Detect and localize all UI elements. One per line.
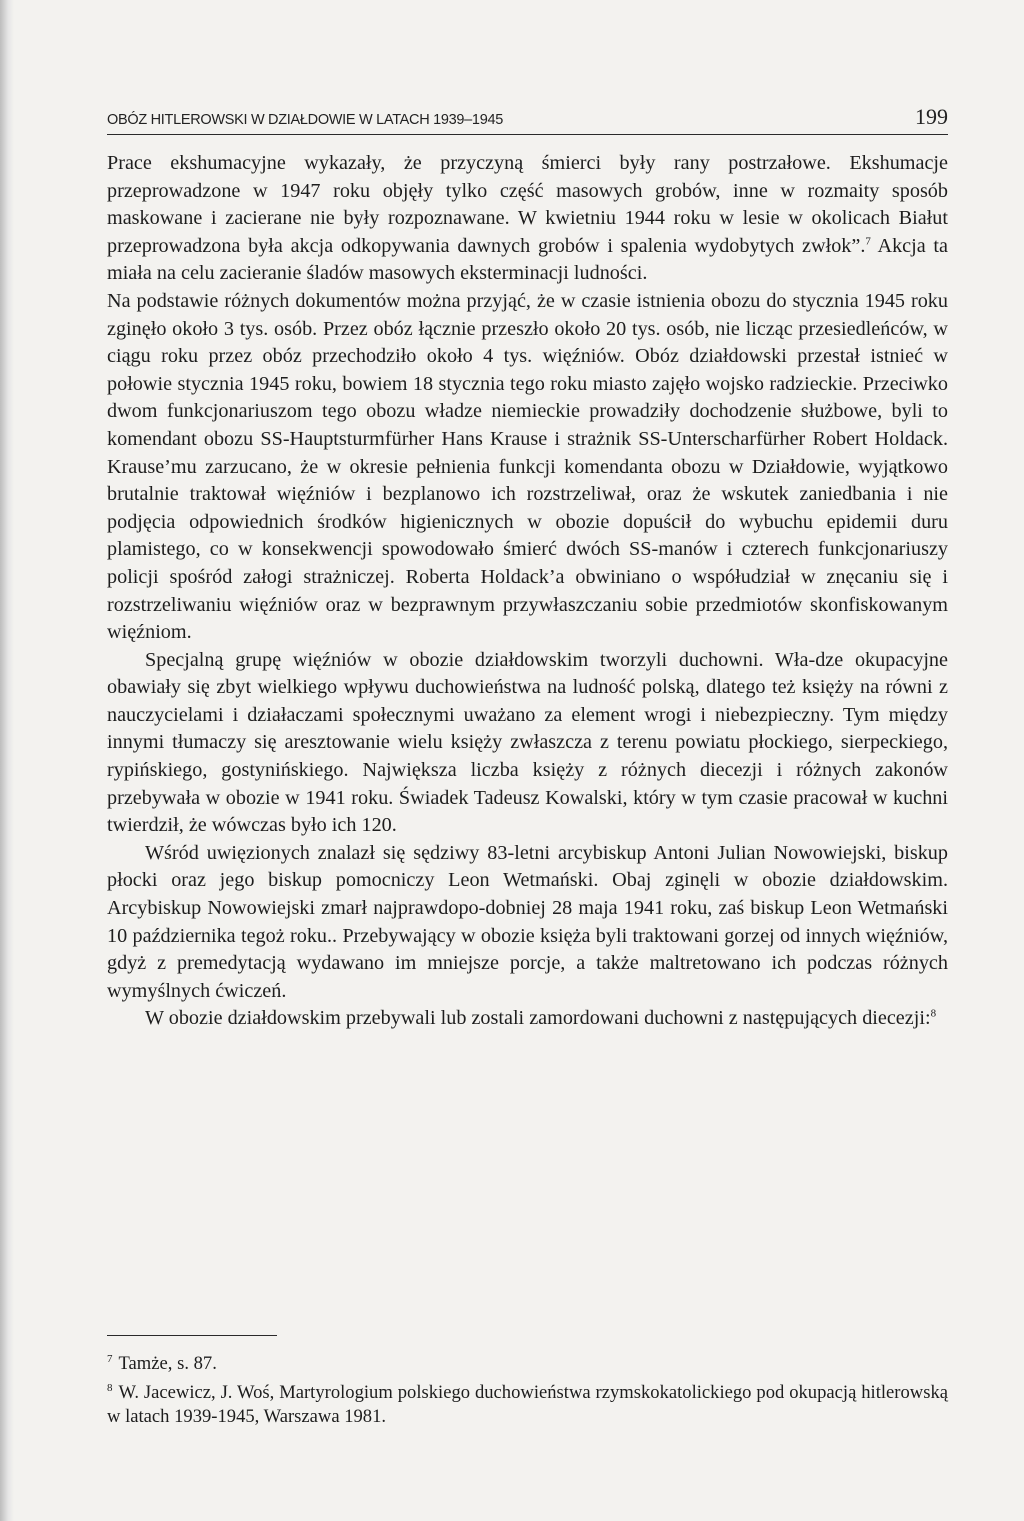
footnote-7 <box>107 1347 948 1376</box>
paragraph-1-text-a: Prace ekshumacyjne wykazały, że przyczyną śmierci były rany postrzałowe. Ekshumacje przeprowadzone w 1947 roku objęły tylko część masowych grobów, inne w rozmaity sposób maskowane i zacierane nie były rozpoznawane. W kwietniu 1944 roku w lesie w okolicach Białut przeprowadzona była akcja odkopywania dawnych grobów i spalenia wydobytych zwłok”. <box>107 152 948 257</box>
paragraph-5-text: W obozie działdowskim przebywali lub zostali zamordowani duchowni z następujących diecezji: <box>145 1007 931 1030</box>
footnote-text: W. Jacewicz, J. Woś, Martyrologium polskiego duchowieństwa rzymskokatolickiego pod okupacją hitlerowską w latach 1939-1945, Warszawa 1981. <box>107 1382 948 1428</box>
paragraph-5 <box>107 1005 948 1033</box>
page-header <box>107 98 948 135</box>
paragraph-4: Wśród uwięzionych znalazł się sędziwy 83-letni arcybiskup Antoni Julian Nowowiejski, biskup płocki oraz jego biskup pomocniczy Leon Wetmański. Obaj zginęli w obozie działdowskim. Arcybiskup Nowowiejski zmarł najprawdopo-dobniej 28 maja 1941 roku, zaś biskup Leon Wetmański 10 października tegoż roku.. Przebywający w obozie księża byli traktowani gorzej od innych więźniów, gdyż z premedytacją wydawano im mniejsze porcje, a także maltretowano ich podczas różnych wymyślnych ćwiczeń. <box>107 841 948 1002</box>
footnote-rule <box>107 1335 277 1336</box>
page-binding-shadow <box>0 0 14 1521</box>
footnote-mark: 7 <box>107 1353 113 1365</box>
footnote-mark: 8 <box>107 1382 113 1395</box>
paragraph-2: Na podstawie różnych dokumentów można przyjąć, że w czasie istnienia obozu do stycznia 1945 roku zginęło około 3 tys. osób. Przez obóz łącznie przeszło około 20 tys. osób, nie licząc przesiedleńców, w ciągu roku przez obóz przechodziło około 4 tys. więźniów. Obóz działdowski przestał istnieć w połowie stycznia 1945 roku, bowiem 18 stycznia tego roku miasto zajęło wojsko radzieckie. Przeciwko dwom funkcjonariuszom tego obozu władze niemieckie prowadziły dochodzenie służbowe, byli to komendant obozu SS-Hauptsturmfürher Hans Krause i strażnik SS-Unterscharfürher Robert Holdack. Krause’mu zarzucano, że w okresie pełnienia funkcji komendanta obozu w Działdowie, wyjątkowo brutalnie traktował więźniów i bezplanowo ich rozstrzeliwał, oraz że wskutek zaniedbania i nie podjęcia odpowiednich środków higienicznych w obozie dopuścił do wybuchu epidemii duru plamistego, co w konsekwencji spowodowało śmierć dwóch SS-manów i czterech funkcjonariuszy policji spośród załogi strażniczej. Roberta Holdack’a obwiniano o współudział w znęcaniu się i rozstrzeliwaniu więźniów oraz w bezprawnym przywłaszczaniu sobie przedmiotów skonfiskowanym więźniom. <box>107 289 948 644</box>
main-text <box>107 150 948 1033</box>
page-number: 199 <box>915 104 948 129</box>
footnote-text: Tamże, s. 87. <box>118 1353 217 1375</box>
footnotes <box>107 1347 948 1429</box>
running-title: OBÓZ HITLEROWSKI W DZIAŁDOWIE W LATACH 1939–1945 <box>107 112 503 128</box>
paragraph-1 <box>107 150 948 288</box>
paragraph-3: Specjalną grupę więźniów w obozie działdowskim tworzyli duchowni. Wła-dze okupacyjne obawiały się zbyt wielkiego wpływu duchowieństwa na ludność polską, dlatego też księży na równi z nauczycielami i działaczami społecznymi uważano za element wrogi i niebezpieczny. Tym między innymi tłumaczy się aresztowanie wielu księży zwłaszcza z terenu powiatu płockiego, sierpeckiego, rypińskiego, gostynińskiego. Największa liczba księży z różnych diecezji i różnych zakonów przebywała w obozie w 1941 roku. Świadek Tadeusz Kowalski, który w tym czasie pracował w kuchni twierdził, że wówczas było ich 120. <box>107 648 948 837</box>
footnote-ref-8: 8 <box>930 1007 937 1020</box>
paragraph-1-text-b: Akcja ta miała na celu zacieranie śladów masowych eksterminacji ludności. <box>107 234 948 285</box>
footnote-8 <box>107 1376 948 1429</box>
footnote-ref-7: 7 <box>865 235 871 248</box>
